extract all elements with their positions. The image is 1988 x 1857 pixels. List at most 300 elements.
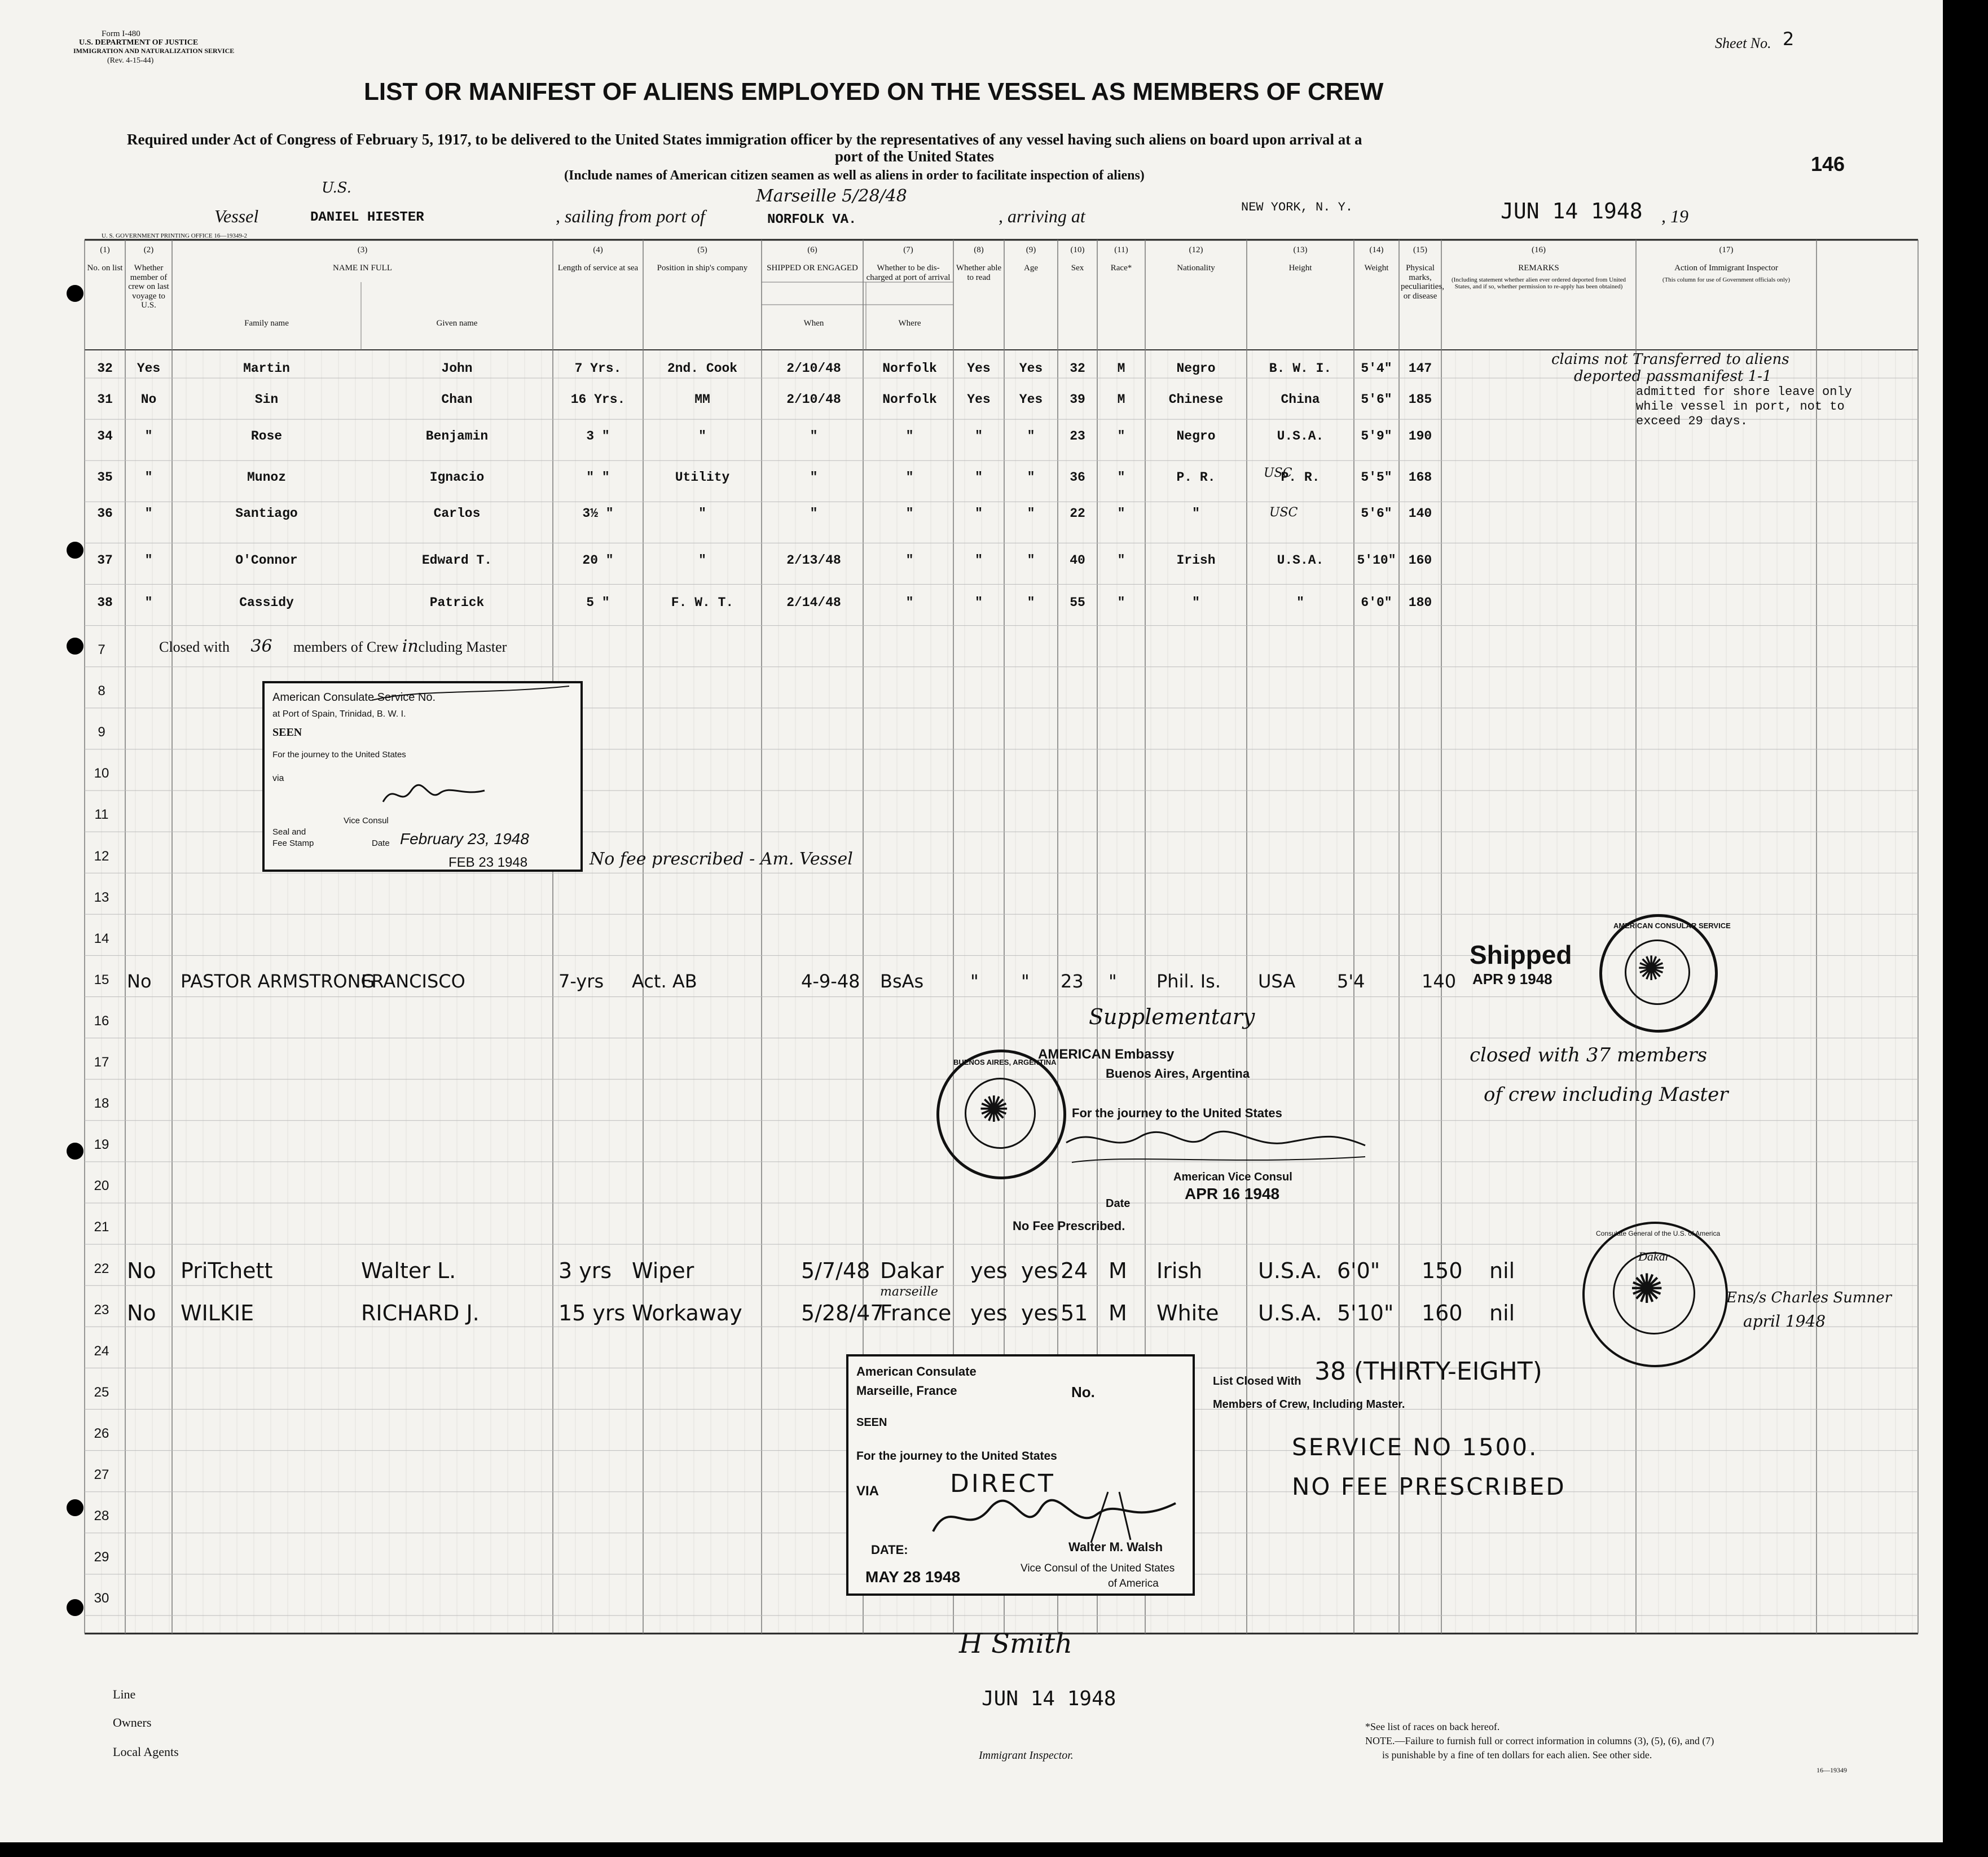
stamp1-via: via [272,774,284,783]
typed-cell-height: 5'9" [1361,429,1392,444]
typed-cell-nat: China [1281,392,1320,407]
column-label: Length of service at sea [557,264,639,273]
typed-cell-given: Edward T. [421,553,492,568]
row-number: 16 [94,1013,109,1029]
typed-cell-position: Utility [675,470,730,485]
typed-cell-where: " [905,429,914,444]
sailing-label: , sailing from port of [556,206,705,226]
hand-cell-family: PASTOR ARMSTRONG [181,971,375,992]
column-number: (16) [1532,245,1546,254]
row-number: 29 [94,1549,109,1565]
typed-cell-service: 3½ " [582,506,614,521]
eagle-icon-3: ✺ [1630,1267,1664,1312]
typed-cell-no: 36 [97,506,113,521]
dakar-seal-text: Consulate General of the U.S. of America [1596,1230,1721,1237]
seal-1-text: AMERICAN CONSULAR SERVICE [1613,921,1731,930]
typed-cell-when: 2/14/48 [786,595,841,610]
stamp-m-title2: of America [1108,1578,1159,1590]
stamp1-line1: American Consulate Service No. [272,691,436,704]
typed-cell-race: Negro [1176,429,1216,444]
typed-cell-family: Martin [243,361,290,376]
hand-cell-no: No [127,1301,156,1325]
typed-cell-where: " [905,595,914,610]
year-label: , 19 [1661,206,1688,226]
typed-cell-disch: " [975,506,983,521]
hand-cell-age: 24 [1061,1258,1088,1283]
hand-cell-race: White [1156,1301,1219,1325]
stamp-m-via-hand: DIRECT [950,1469,1055,1498]
typed-cell-no: 37 [97,553,113,568]
typed-cell-sex: " [1117,470,1125,485]
typed-cell-position: " [698,429,706,444]
hand-cell-extra: nil [1489,1301,1515,1325]
row-number: 13 [94,889,109,905]
hand-cell-sex: M [1109,1258,1127,1283]
typed-cell-when: 2/10/48 [786,392,841,407]
typed-cell-where: " [905,553,914,568]
punch-hole [67,1599,83,1616]
typed-cell-no: 38 [97,595,113,610]
port-of-spain-stamp [262,681,583,872]
vessel-prefix: U.S. [322,179,351,196]
column-number: (12) [1189,245,1203,254]
stamp-m-no: No. [1071,1384,1095,1401]
typed-cell-given: John [441,361,473,376]
subtitle-3: (Include names of American citizen seamen as well as aliens in order to facilitate inspection of aliens) [564,168,1145,183]
revision: (Rev. 4-15-44) [107,56,154,65]
typed-cell-when: 2/10/48 [786,361,841,376]
typed-cell-height: 6'0" [1361,595,1392,610]
shipped-date: APR 9 1948 [1472,971,1552,987]
column-sublabel: When [803,319,824,328]
hand-cell-disch: " [970,971,979,992]
typed-cell-disch: Yes [967,361,991,376]
typed-cell-where: Norfolk [882,392,937,407]
vessel-label: Vessel [214,206,259,226]
closed-line [159,636,507,656]
column-sublabel: Family name [244,319,289,328]
column-label: NAME IN FULL [333,264,392,273]
hand-cell-weight: 150 [1422,1258,1463,1283]
remark-1a: claims not Transferred to aliens [1551,351,1789,368]
gpo-imprint: U. S. GOVERNMENT PRINTING OFFICE 16—19349-2 [102,232,248,239]
stamp-m-signer: Walter M. Walsh [1068,1540,1163,1554]
column-number: (11) [1114,245,1128,254]
column-number: (4) [593,245,603,254]
stamp-m-line2: Marseille, France [856,1384,957,1398]
hand-cell-read: yes [1021,1301,1058,1325]
column-note: (This column for use of Government officials only) [1662,276,1791,283]
closed-prefix: Closed with [159,639,230,655]
column-label: Physical marks, peculiarities, or disease [1401,264,1445,301]
typed-cell-read: " [1027,429,1035,444]
typed-cell-read: " [1027,506,1035,521]
arrival-date-stamp: JUN 14 1948 [1501,199,1643,223]
races-note: *See list of races on back hereof. [1365,1721,1500,1732]
typed-cell-where: " [905,506,914,521]
column-number: (9) [1026,245,1036,254]
stamp1-date-hand: February 23, 1948 [400,830,529,848]
list-closed-label: List Closed With [1213,1375,1301,1388]
marseille-stamp [846,1354,1195,1596]
stamp1-scribble [372,683,575,706]
stamp-m-via: VIA [856,1483,879,1499]
sheet-number: 2 [1783,28,1795,50]
typed-cell-age: 22 [1070,506,1085,521]
typed-cell-nat: U.S.A. [1277,429,1324,444]
typed-cell-weight: 160 [1408,553,1432,568]
hand-cell-nat: U.S.A. [1258,1258,1322,1283]
typed-cell-no: 35 [97,470,113,485]
typed-cell-when: 2/13/48 [786,553,841,568]
typed-cell-weight: 190 [1408,429,1432,444]
typed-cell-read: " [1027,553,1035,568]
column-number: (6) [807,245,817,254]
typed-cell-age: 36 [1070,470,1085,485]
subtitle-1: Required under Act of Congress of February 5, 1917, to be delivered to the United States immigration officer by the representatives of any vessel having such aliens on board upon arrival at a [127,131,1362,148]
closed-count: 36 [250,636,272,656]
typed-cell-race: Negro [1176,361,1216,376]
embassy-city: Buenos Aires, Argentina [1106,1066,1250,1081]
page-number: 146 [1811,152,1845,175]
hand-cell-weight: 140 [1422,971,1457,992]
row-number: 17 [94,1055,109,1070]
list-closed-members: Members of Crew, Including Master. [1213,1398,1405,1411]
hand-cell-position: Act. AB [632,971,697,992]
row-number: 14 [94,930,109,946]
typed-cell-disch: " [975,470,983,485]
buenos-consul: American Vice Consul [1173,1171,1292,1183]
typed-cell-race: " [1192,506,1200,521]
typed-cell-age: 40 [1070,553,1085,568]
stamp-m-journey: For the journey to the United States [856,1450,1057,1463]
closed-suffix: cluding Master [418,639,507,655]
typed-cell-no: 31 [97,392,113,407]
typed-cell-prev: " [144,553,153,568]
note-line-1: NOTE.—Failure to furnish full or correct information in columns (3), (5), (6), and (7) [1365,1735,1714,1746]
hand-cell-no: No [127,971,152,992]
footer-code: 16—19349 [1817,1766,1847,1774]
typed-cell-nat: U.S.A. [1277,553,1324,568]
column-number: (15) [1413,245,1427,254]
typed-cell-age: 32 [1070,361,1085,376]
agents-label: Local Agents [113,1745,179,1759]
hand-cell-family: PriTchett [181,1258,273,1283]
hand-cell-given: RICHARD J. [361,1301,480,1325]
sailing-port: NORFOLK VA. [767,212,857,227]
row-number: 25 [94,1384,109,1400]
typed-cell-family: Rose [250,429,283,444]
hand-cell-race: Phil. Is. [1156,971,1221,992]
arriving-label: , arriving at [999,206,1085,226]
column-number: (2) [143,245,154,254]
typed-cell-prev: No [140,392,157,407]
row-number: 27 [94,1467,109,1482]
row-number: 15 [94,972,109,987]
consular-seal-1 [1599,914,1731,1033]
column-label: SHIPPED OR ENGAGED [767,264,858,273]
column-label: Age [1024,264,1038,273]
typed-cell-sex: M [1117,361,1125,376]
embassy-label: AMERICAN Embassy [1038,1047,1175,1062]
typed-cell-weight: 180 [1408,595,1432,610]
row-number: 10 [94,766,109,782]
column-number: (17) [1719,245,1734,254]
inspector-date-stamp: JUN 14 1948 [982,1687,1116,1710]
form-number: Form I-480 [102,29,140,38]
hand-cell-service: 15 yrs [558,1301,626,1325]
hand-cell-height: 5'10" [1337,1301,1394,1325]
column-number: (13) [1293,245,1308,254]
typed-cell-height: 5'4" [1361,361,1392,376]
column-label: REMARKS [1518,264,1559,273]
dakar-seal-city: Dakar [1638,1249,1670,1263]
hand-cell-family: WILKIE [181,1301,254,1325]
typed-cell-prev: " [144,470,153,485]
typed-cell-age: 39 [1070,392,1085,407]
typed-cell-service: 5 " [586,595,610,610]
row-number: 7 [98,642,105,657]
typed-cell-no: 34 [97,429,113,444]
stamp1-fee: Fee Stamp [272,838,314,848]
arriving-port: NEW YORK, N. Y. [1241,200,1353,214]
typed-cell-weight: 185 [1408,392,1432,407]
sailing-note: Marseille 5/28/48 [756,186,907,206]
stamp-m-date: MAY 28 1948 [865,1568,961,1586]
hand-cell-service: 3 yrs [558,1258,612,1283]
service-no-note: SERVICE NO 1500. [1292,1433,1538,1461]
column-sublabel: Where [898,319,921,328]
hand-cell-disch: yes [970,1258,1008,1283]
hand-cell-where: Dakar [880,1258,944,1283]
typed-cell-race: P. R. [1176,470,1216,485]
eagle-icon: ✺ [1637,950,1666,987]
punch-hole [67,285,83,302]
department: U.S. DEPARTMENT OF JUSTICE [79,38,199,47]
form-title: LIST OR MANIFEST OF ALIENS EMPLOYED ON THE VESSEL AS MEMBERS OF CREW [364,78,1384,106]
column-number: (8) [974,245,984,254]
typed-cell-position: " [698,506,706,521]
supplementary-note: Supplementary [1089,1004,1255,1029]
typed-cell-prev: " [144,506,153,521]
typed-cell-family: O'Connor [235,553,298,568]
list-closed-count: 38 (THIRTY-EIGHT) [1314,1357,1542,1386]
stamp1-journey: For the journey to the United States [272,750,406,760]
column-label: Sex [1071,264,1084,273]
row-number: 28 [94,1508,109,1524]
closed-members: members of Crew [293,639,399,655]
typed-cell-age: 55 [1070,595,1085,610]
column-label: Whether member of crew on last voyage to U.S. [128,264,169,310]
stamp-m-seen: SEEN [856,1416,887,1429]
buenos-fee: No Fee Prescribed. [1013,1219,1125,1233]
typed-cell-sex: " [1117,506,1125,521]
typed-cell-position: F. W. T. [671,595,734,610]
dakar-note-b: april 1948 [1743,1312,1826,1331]
typed-cell-weight: 168 [1408,470,1432,485]
column-number: (7) [903,245,913,254]
column-number: (5) [697,245,707,254]
hand-cell-where: BsAs [880,971,924,992]
stamp-m-line1: American Consulate [856,1364,977,1379]
column-sublabel: Given name [436,319,478,328]
hand-cell-disch: yes [970,1301,1008,1325]
column-label: Height [1288,264,1312,273]
row-number: 30 [94,1591,109,1606]
typed-cell-family: Cassidy [239,595,294,610]
hand-cell-service: 7-yrs [558,971,604,992]
closed-37-b: of crew including Master [1484,1083,1728,1106]
typed-cell-family: Sin [254,392,279,407]
typed-cell-disch: " [975,553,983,568]
closed-37-a: closed with 37 members [1470,1044,1708,1066]
hand-cell-position: Wiper [632,1258,694,1283]
hand-cell-when: 5/7/48 [801,1258,870,1283]
consular-seal-2 [936,1050,1066,1179]
subtitle-2: port of the United States [835,148,994,165]
typed-cell-read: " [1027,470,1035,485]
column-number: (10) [1070,245,1085,254]
hand-cell-read: " [1021,971,1030,992]
hand-cell-nat: USA [1258,971,1296,992]
buenos-date: APR 16 1948 [1185,1185,1280,1202]
vessel-name: DANIEL HIESTER [310,210,424,225]
typed-cell-nat: " [1296,595,1304,610]
typed-cell-when: " [810,506,818,521]
typed-cell-height: 5'6" [1361,506,1392,521]
stamp1-signature [377,779,490,813]
typed-cell-age: 23 [1070,429,1085,444]
punch-hole [67,1499,83,1516]
typed-cell-service: " " [586,470,610,485]
typed-cell-given: Ignacio [429,470,485,485]
punch-hole [67,542,83,559]
hand-cell-given: FRANCISCO [361,971,465,992]
owners-label: Owners [113,1715,152,1729]
buenos-journey: For the journey to the United States [1072,1106,1282,1120]
stamp1-date-label: Date [372,838,390,848]
closed-in: in [402,636,419,656]
row-number: 9 [98,725,105,740]
typed-cell-where: Norfolk [882,361,937,376]
column-number: (14) [1369,245,1384,254]
seal-2-text: BUENOS AIRES, ARGENTINA [953,1058,1057,1066]
remark-2b: while vessel in port, not to [1636,400,1845,414]
typed-cell-given: Carlos [433,506,481,521]
column-label: Action of Immigrant Inspector [1674,264,1778,273]
no-fee-prescribed: NO FEE PRESCRIBED [1292,1473,1566,1500]
row-number: 26 [94,1425,109,1441]
column-label: No. on list [87,264,123,273]
hand-cell-where: France [880,1301,952,1325]
shipped-stamp: Shipped [1470,940,1572,969]
hand-cell-extra: nil [1489,1258,1515,1283]
remark-2c: exceed 29 days. [1636,414,1748,428]
sheet-label: Sheet No. [1715,35,1771,51]
typed-cell-prev: Yes [137,361,161,376]
typed-cell-weight: 140 [1408,506,1432,521]
column-label: Nationality [1177,264,1215,273]
hand-cell-given: Walter L. [361,1258,456,1283]
stamp1-date-stamp: FEB 23 1948 [448,855,528,870]
row-number: 20 [94,1178,109,1194]
stamp-m-title1: Vice Consul of the United States [1021,1562,1175,1574]
punch-hole [67,638,83,655]
row-number: 19 [94,1137,109,1153]
typed-cell-height: 5'6" [1361,392,1392,407]
hand-cell-when: 5/28/47 [801,1301,884,1325]
stamp1-seen: SEEN [272,726,302,739]
typed-cell-family: Munoz [247,470,286,485]
typed-cell-race: Irish [1176,553,1216,568]
typed-cell-nat: B. W. I. [1269,361,1332,376]
row-number: 21 [94,1219,109,1235]
typed-cell-service: 7 Yrs. [574,361,622,376]
typed-cell-service: 3 " [586,429,610,444]
note-line-2: is punishable by a fine of ten dollars for each alien. See other side. [1382,1749,1652,1761]
row-number: 8 [98,683,105,699]
inspector-signature: H Smith [959,1628,1073,1660]
typed-cell-disch: Yes [967,392,991,407]
row-number: 18 [94,1096,109,1112]
typed-cell-when: " [810,470,818,485]
row-number: 24 [94,1343,109,1359]
line-label: Line [113,1687,136,1701]
buenos-date-label: Date [1106,1197,1131,1210]
typed-cell-race: " [1192,595,1200,610]
hand-cell-sex: M [1109,1301,1127,1325]
stamp1-seal: Seal and [272,827,306,837]
column-note: (Including statement whether alien ever ordered deported from United States, and if so, whether permission to re-apply has been obtained) [1451,276,1626,291]
typed-cell-position: " [698,553,706,568]
typed-cell-service: 16 Yrs. [570,392,626,407]
typed-cell-position: 2nd. Cook [667,361,738,376]
walsh-signature [927,1486,1181,1548]
inspector-label: Immigrant Inspector. [979,1749,1074,1762]
column-label: Whether able to read [956,264,1002,282]
typed-cell-where: " [905,470,914,485]
typed-cell-sex: " [1117,429,1125,444]
hand-cell-weight: 160 [1422,1301,1463,1325]
hand-cell-race: Irish [1156,1258,1203,1283]
typed-cell-family: Santiago [235,506,298,521]
hand-cell-age: 51 [1061,1301,1088,1325]
typed-cell-read: " [1027,595,1035,610]
typed-cell-weight: 147 [1408,361,1432,376]
remark-1b: deported passmanifest 1-1 [1574,368,1772,385]
typed-cell-given: Chan [441,392,473,407]
punch-hole [67,1143,83,1160]
column-label: Whether to be dis-charged at port of arrival [866,264,951,282]
typed-cell-sex: " [1117,553,1125,568]
hand-cell-nat: U.S.A. [1258,1301,1322,1325]
column-label: Weight [1364,264,1389,273]
typed-cell-service: 20 " [582,553,614,568]
typed-cell-when: " [810,429,818,444]
service-name: IMMIGRATION AND NATURALIZATION SERVICE [73,47,235,55]
typed-cell-no: 32 [97,361,113,376]
column-label: Position in ship's company [657,264,748,273]
column-number: (1) [100,245,110,254]
typed-cell-race: Chinese [1168,392,1224,407]
stamp1-vice-consul: Vice Consul [344,816,389,826]
typed-cell-read: Yes [1019,361,1043,376]
eagle-icon-2: ✺ [979,1090,1009,1130]
hand-cell-no: No [127,1258,156,1283]
column-label: Race* [1110,264,1132,273]
hand-cell-read: yes [1021,1258,1058,1283]
dakar-note-a: Ens/s Charles Sumner [1726,1289,1892,1306]
